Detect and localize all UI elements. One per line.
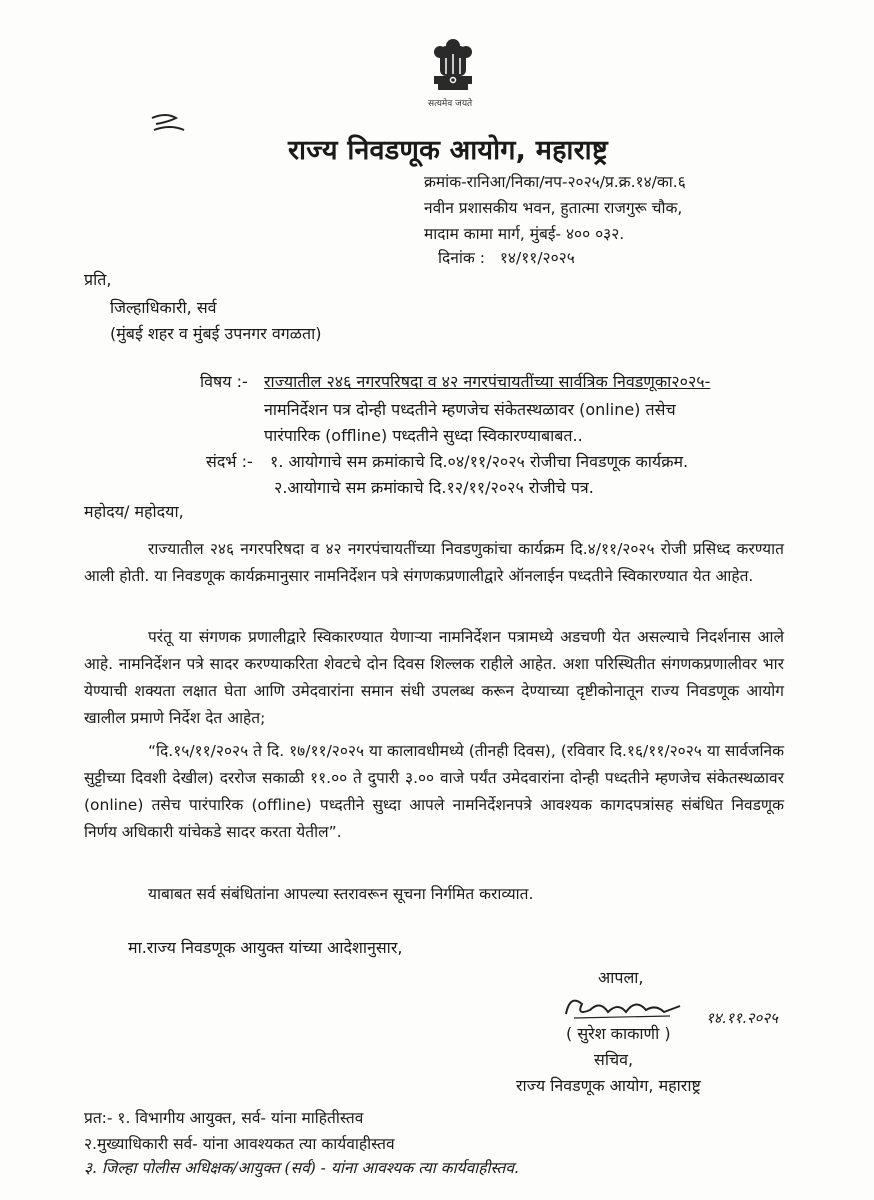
emblem-caption: सत्यमेव जयते [428, 99, 473, 109]
copy-line-2: २.मुख्याधिकारी सर्व- यांना आवश्यकत त्या कार्यवाहीस्तव [84, 1135, 395, 1153]
signature-closing: आपला, [598, 968, 644, 987]
body-paragraph-1: राज्यातील २४६ नगरपरिषदा व ४२ नगरपंचायतींच्या निवडणुकांचा कार्यक्रम दि.४/११/२०२५ रोजी प्रसिध्द करण्यात आली होती. या निवडणूक कार्यक्रमानुसार नामनिर्देशन पत्रे संगणकप्रणालीद्वारे ऑनलाईन पध्दतीने स्विकारण्यात येत आहेत. [84, 540, 784, 585]
body-paragraph-2: परंतू या संगणक प्रणालीद्वारे स्विकारण्यात येणाऱ्या नामनिर्देशन पत्रामध्ये अडचणी येत असल्याचे निदर्शनास आले आहे. नामनिर्देशन पत्रे सादर करण्याकरिता शेवटचे दोन दिवस शिल्लक राहीले आहेत. अशा परिस्थितीत संगणकप्रणालीवर भार येण्याची शक्यता लक्षात घेता आणि उमेदवारांना समान संधी उपलब्ध करून देण्याच्या दृष्टीकोनातून राज्य निवडणूक आयोग खालील प्रमाणे निर्देश देत आहेत; [84, 628, 784, 727]
subject-line-1: राज्यातील २४६ नगरपरिषदा व ४२ नगरपंचायतींच्या सार्वत्रिक निवडणूका२०२५- [264, 372, 711, 391]
ink-mark-icon [146, 110, 194, 138]
body-paragraph-3: “दि.१५/११/२०२५ ते दि. १७/११/२०२५ या कालावधीमध्ये (तीनही दिवस), (रविवार दि.१६/११/२०२५ या सार्वजनिक सुट्टीच्या दिवशी देखील) दररोज सकाळी ११.०० ते दुपारी ३.०० वाजे पर्यंत उमेदवारांना दोन्ही पध्दतीने म्हणजेच संकेतस्थळावर (online) तसेच पारंपारिक (offline) पध्दतीने सुध्दा आपले नामनिर्देशनपत्रे आवश्यक कागदपत्रांसह संबंधित निवडणूक निर्णय अधिकारी यांचेकडे सादर करता येतील”. [84, 742, 784, 841]
copy-line-1: प्रत:- १. विभागीय आयुक्त, सर्व- यांना माहितीस्तव [84, 1109, 364, 1127]
address-line-2: मादाम कामा मार्ग, मुंबई- ४०० ०३२. [424, 225, 625, 243]
order-line: मा.राज्य निवडणूक आयुक्त यांच्या आदेशानुसार, [128, 938, 403, 957]
recipient-line-2: (मुंबई शहर व मुंबई उपनगर वगळता) [110, 324, 322, 343]
reference-label: संदर्भ :- [206, 452, 253, 471]
body-paragraph-4: याबाबत सर्व संबंधितांना आपल्या स्तरावरून सूचना निर्गमित कराव्यात. [148, 885, 534, 903]
address-line-1: नवीन प्रशासकीय भवन, हुतात्मा राजगुरू चौक, [424, 199, 683, 217]
signatory-designation: सचिव, [594, 1050, 634, 1069]
date-value: १४/११/२०२५ [499, 249, 575, 267]
office-title: राज्य निवडणूक आयोग, महाराष्ट्र [288, 135, 608, 166]
subject-line-3: पारंपारिक (offline) पध्दतीने सुध्दा स्विकारण्याबाबत.. [264, 426, 583, 445]
signatory-name: ( सुरेश काकाणी ) [566, 1024, 671, 1043]
recipient-prefix: प्रति, [84, 270, 112, 289]
reference-line-2: २.आयोगाचे सम क्रमांकाचे दि.१२/११/२०२५ रोजीचे पत्र. [274, 478, 594, 497]
subject-label: विषय :- [200, 372, 248, 391]
copy-line-3: ३. जिल्हा पोलीस अधिक्षक/आयुक्त (सर्व) - यांना आवश्यक त्या कार्यवाहीस्तव. [84, 1159, 519, 1177]
subject-line-2: नामनिर्देशन पत्र दोन्ही पध्दतीने म्हणजेच संकेतस्थळावर (online) तसेच [264, 400, 676, 419]
date-line [438, 246, 575, 268]
reference-number: क्रमांक-रानिआ/निका/नप-२०२५/प्र.क्र.१४/का.६ [424, 173, 686, 191]
reference-line-1: १. आयोगाचे सम क्रमांकाचे दि.०४/११/२०२५ रोजीचा निवडणूक कार्यक्रम. [270, 452, 689, 471]
signature-icon [560, 990, 690, 1024]
handwritten-date: १४.११.२०२५ [706, 1009, 778, 1027]
signatory-office: राज्य निवडणूक आयोग, महाराष्ट्र [516, 1076, 701, 1095]
date-label: दिनांक : [438, 249, 485, 267]
salutation: महोदय/ महोदया, [84, 502, 184, 521]
recipient-line-1: जिल्हाधिकारी, सर्व [110, 298, 217, 317]
